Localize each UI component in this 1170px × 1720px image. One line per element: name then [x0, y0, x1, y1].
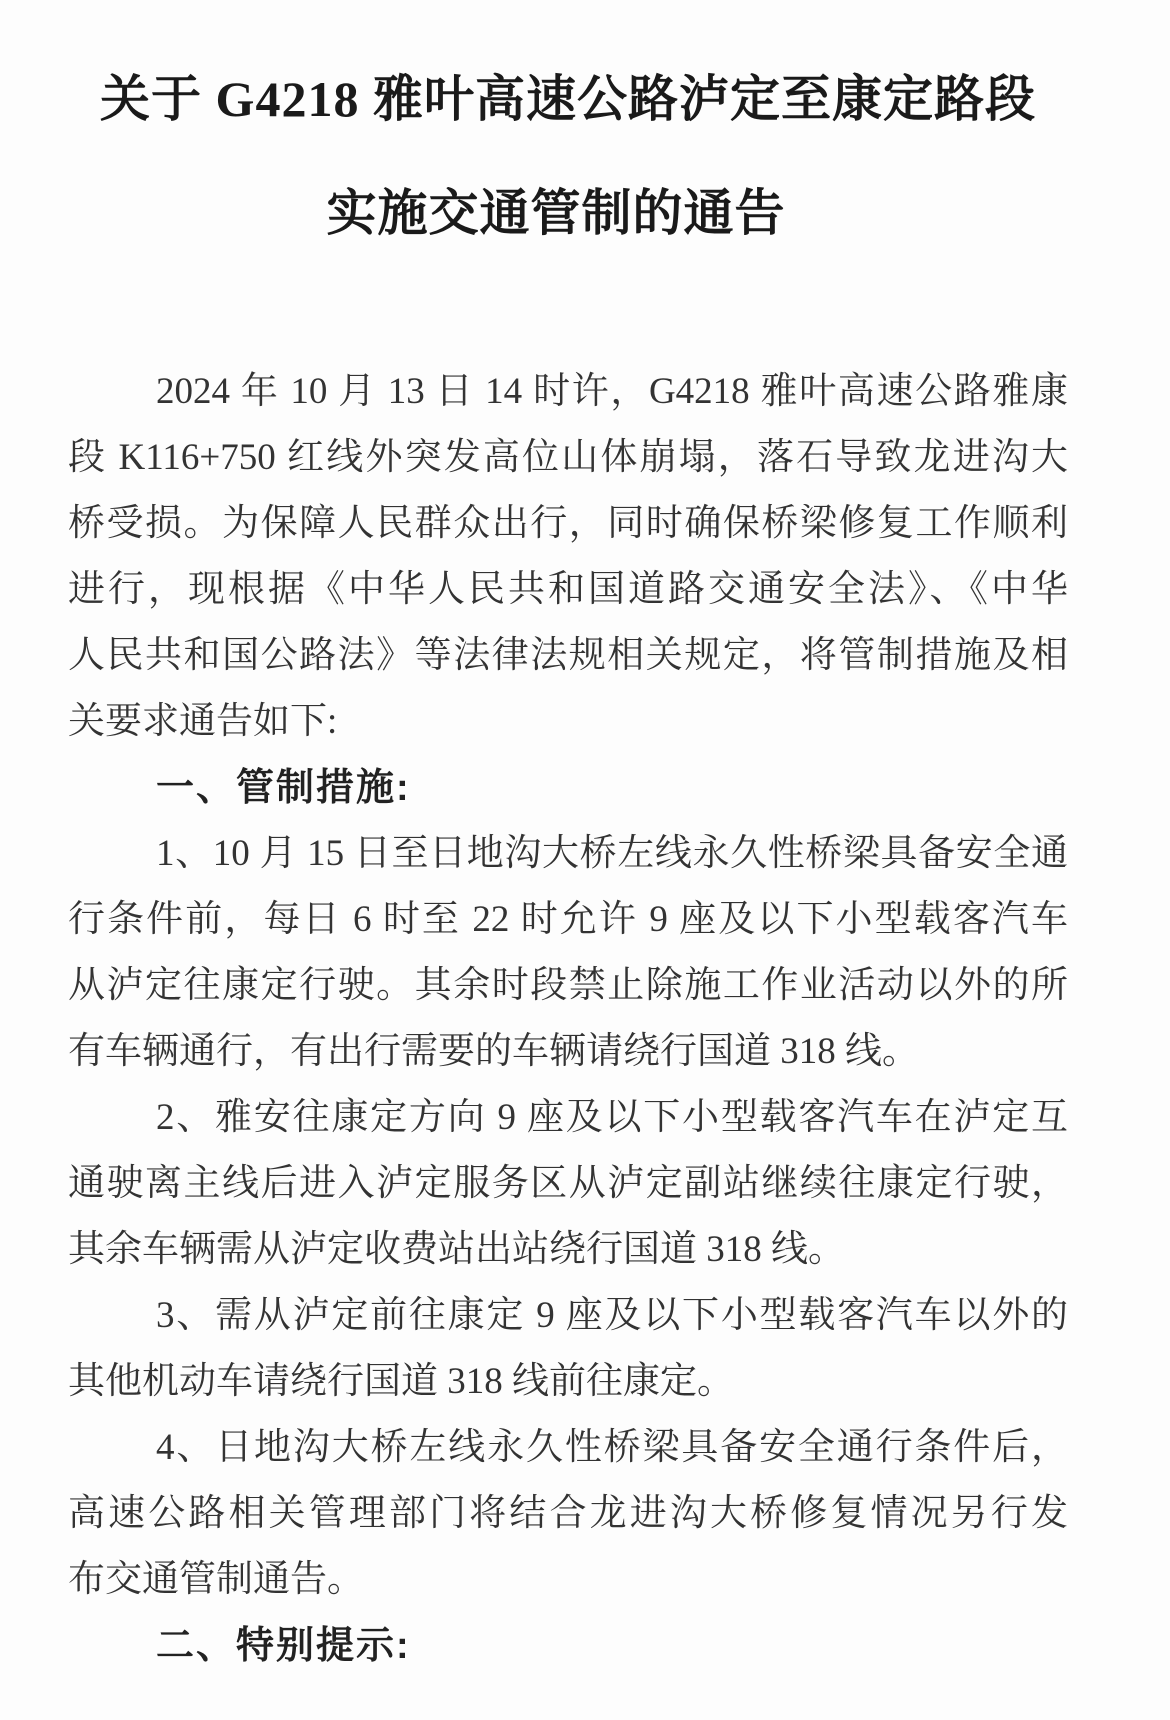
notice-title-line-2: 实施交通管制的通告: [326, 185, 786, 241]
section-1-heading: 一、管制措施:: [156, 767, 411, 809]
notice-title-line-1: 关于 G4218 雅叶高速公路泸定至康定路段: [100, 71, 1036, 127]
intro-paragraph-line: 人民共和国公路法》等法律法规相关规定，将管制措施及相: [68, 635, 1068, 676]
intro-paragraph-line: 段 K116+750 红线外突发高位山体崩塌，落石导致龙进沟大: [68, 437, 1068, 478]
measure-2-line: 其余车辆需从泸定收费站出站绕行国道 318 线。: [68, 1229, 845, 1270]
measure-2-line: 通驶离主线后进入泸定服务区从泸定副站继续往康定行驶，: [68, 1163, 1068, 1204]
measure-4-line: 高速公路相关管理部门将结合龙进沟大桥修复情况另行发: [68, 1493, 1068, 1534]
intro-paragraph-line: 进行，现根据《中华人民共和国道路交通安全法》、《中华: [68, 569, 1068, 610]
measure-3-line: 其他机动车请绕行国道 318 线前往康定。: [68, 1361, 734, 1402]
measure-1-line: 行条件前，每日 6 时至 22 时允许 9 座及以下小型载客汽车: [68, 899, 1068, 940]
section-2-heading: 二、特别提示:: [156, 1625, 411, 1667]
measure-4-line: 布交通管制通告。: [68, 1559, 364, 1600]
measure-4-line: 4、日地沟大桥左线永久性桥梁具备安全通行条件后，: [156, 1427, 1068, 1468]
measure-1-line: 1、10 月 15 日至日地沟大桥左线永久性桥梁具备安全通: [156, 833, 1068, 874]
measure-1-line: 从泸定往康定行驶。其余时段禁止除施工作业活动以外的所: [68, 965, 1068, 1006]
notice-body: [68, 359, 1068, 1679]
intro-paragraph-line: 桥受损。为保障人民群众出行，同时确保桥梁修复工作顺利: [68, 503, 1068, 544]
document-content: [68, 0, 1068, 1679]
intro-paragraph-line: 关要求通告如下:: [68, 701, 338, 742]
measure-2-line: 2、雅安往康定方向 9 座及以下小型载客汽车在泸定互: [156, 1097, 1068, 1138]
measure-3-line: 3、需从泸定前往康定 9 座及以下小型载客汽车以外的: [156, 1295, 1068, 1336]
intro-paragraph-line: 2024 年 10 月 13 日 14 时许，G4218 雅叶高速公路雅康: [156, 371, 1068, 412]
measure-1-line: 有车辆通行，有出行需要的车辆请绕行国道 318 线。: [68, 1031, 919, 1072]
